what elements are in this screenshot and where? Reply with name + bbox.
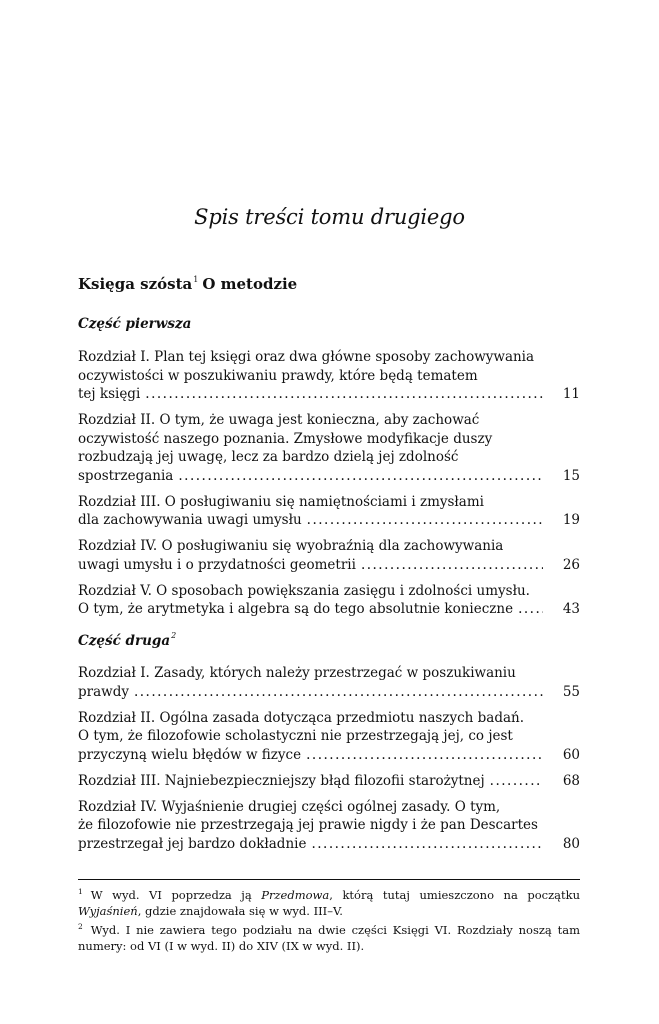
entry-line: Rozdział IV. Wyjaśnienie drugiej części ogólnej zasady. O tym, [78, 798, 501, 815]
dot-leader [307, 511, 543, 530]
page-number: 26 [562, 556, 580, 573]
page-number: 60 [562, 746, 580, 763]
dot-leader [178, 467, 543, 486]
entry-line: Rozdział V. O sposobach powiększania zasięgu i zdolności umysłu. [78, 582, 530, 599]
page-number: 19 [562, 512, 580, 528]
page-number: 15 [562, 467, 580, 484]
footnote-mark: 2 [78, 922, 83, 931]
toc-entry[interactable] [78, 537, 580, 574]
dot-leader [145, 385, 543, 404]
entry-line: Rozdział III. O posługiwaniu się namiętnościami i zmysłami [78, 493, 484, 510]
entry-last-line [78, 683, 580, 702]
footnote-1 [78, 884, 580, 919]
entry-last-line [78, 835, 580, 854]
entry-text: uwagi umysłu i o przydatności geometrii [78, 556, 356, 573]
page-number: 11 [562, 386, 580, 402]
part-heading-1 [78, 316, 191, 332]
entry-line: że filozofowie nie przestrzegają jej prawie nigdy i że pan Descartes [78, 817, 538, 833]
book-heading [78, 275, 297, 293]
entry-line: Rozdział I. Zasady, których należy przestrzegać w poszukiwaniu [78, 665, 516, 681]
entry-line: Rozdział II. Ogólna zasada dotycząca przedmiotu naszych badań. [78, 709, 525, 726]
toc-entry[interactable] [78, 411, 580, 485]
page-number: 80 [562, 835, 580, 852]
dot-leader [311, 835, 543, 854]
entry-text: prawdy [78, 683, 129, 700]
dot-leader [361, 556, 543, 575]
dot-leader [134, 683, 543, 702]
entry-text: Rozdział III. Najniebezpieczniejszy błąd filozofii starożytnej [78, 772, 485, 789]
toc-entry[interactable] [78, 582, 580, 619]
toc-entry[interactable] [78, 709, 580, 765]
entry-last-line [78, 511, 580, 530]
toc-entry[interactable] [78, 664, 580, 701]
page-number: 68 [562, 772, 580, 789]
part-title: Część pierwsza [78, 316, 192, 332]
entry-line: O tym, że filozofowie scholastyczni nie przestrzegają jej, co jest [78, 728, 513, 744]
entry-text: spostrzegania [78, 467, 174, 484]
entry-line: Rozdział IV. O posługiwaniu się wyobraźnią dla zachowywania [78, 538, 504, 554]
footnote-text: , którą tutaj umieszczono na początku [329, 888, 581, 902]
entry-text: tej księgi [78, 386, 141, 402]
page-number: 55 [562, 683, 580, 700]
entry-line: rozbudzają jej uwagę, lecz za bardzo dzielą jej zdolność [78, 449, 459, 465]
book-label: Księga szósta [78, 275, 193, 293]
footnote-ref-1[interactable]: 1 [193, 275, 199, 284]
entry-line: Rozdział II. O tym, że uwaga jest konieczna, aby zachować [78, 412, 480, 428]
toc-list-part-2 [78, 664, 580, 861]
entry-last-line [78, 467, 580, 486]
toc-entry[interactable] [78, 493, 580, 530]
toc-entry[interactable] [78, 348, 580, 404]
entry-last-line [78, 772, 580, 791]
entry-line: oczywistość naszego poznania. Zmysłowe modyfikacje duszy [78, 430, 493, 447]
footnote-text: W wyd. VI poprzedza ją [90, 888, 262, 902]
footnote-2 [78, 919, 580, 954]
footnote-italic: Przedmowa [261, 888, 330, 902]
entry-line: Rozdział I. Plan tej księgi oraz dwa główne sposoby zachowywania [78, 349, 535, 365]
toc-entry[interactable] [78, 798, 580, 854]
toc-list-part-1 [78, 348, 580, 626]
entry-last-line [78, 600, 580, 619]
entry-last-line [78, 556, 580, 575]
entry-text: O tym, że arytmetyka i algebra są do tego absolutnie konieczne [78, 601, 514, 617]
entry-last-line [78, 385, 580, 404]
part-heading-2 [78, 631, 180, 649]
page-number: 43 [562, 601, 580, 617]
dot-leader [306, 746, 543, 765]
book-subtitle: O metodzie [202, 275, 298, 293]
entry-line: oczywistości w poszukiwaniu prawdy, które będą tematem [78, 367, 478, 384]
footnote-ref-2[interactable]: 2 [171, 631, 177, 640]
entry-text: dla zachowywania uwagi umysłu [78, 512, 302, 528]
footnote-text: , gdzie znajdowała się w wyd. III–V. [137, 904, 343, 918]
entry-text: przestrzegał jej bardzo dokładnie [78, 835, 307, 852]
footnote-italic: Wyjaśnień [78, 904, 138, 918]
footnotes [78, 879, 580, 954]
footnote-mark: 1 [78, 887, 83, 896]
part-title: Część druga [78, 633, 171, 649]
toc-entry[interactable] [78, 772, 580, 791]
entry-last-line [78, 746, 580, 765]
dot-leader [518, 600, 543, 619]
dot-leader [490, 772, 543, 791]
page-title: Spis treści tomu drugiego [194, 205, 465, 229]
footnote-text: Wyd. I nie zawiera tego podziału na dwie części Księgi VI. Rozdziały noszą tam numery: od VI (I w wyd. II) do XIV (IX w wyd. II). [78, 923, 580, 953]
entry-text: przyczyną wielu błędów w fizyce [78, 746, 302, 763]
